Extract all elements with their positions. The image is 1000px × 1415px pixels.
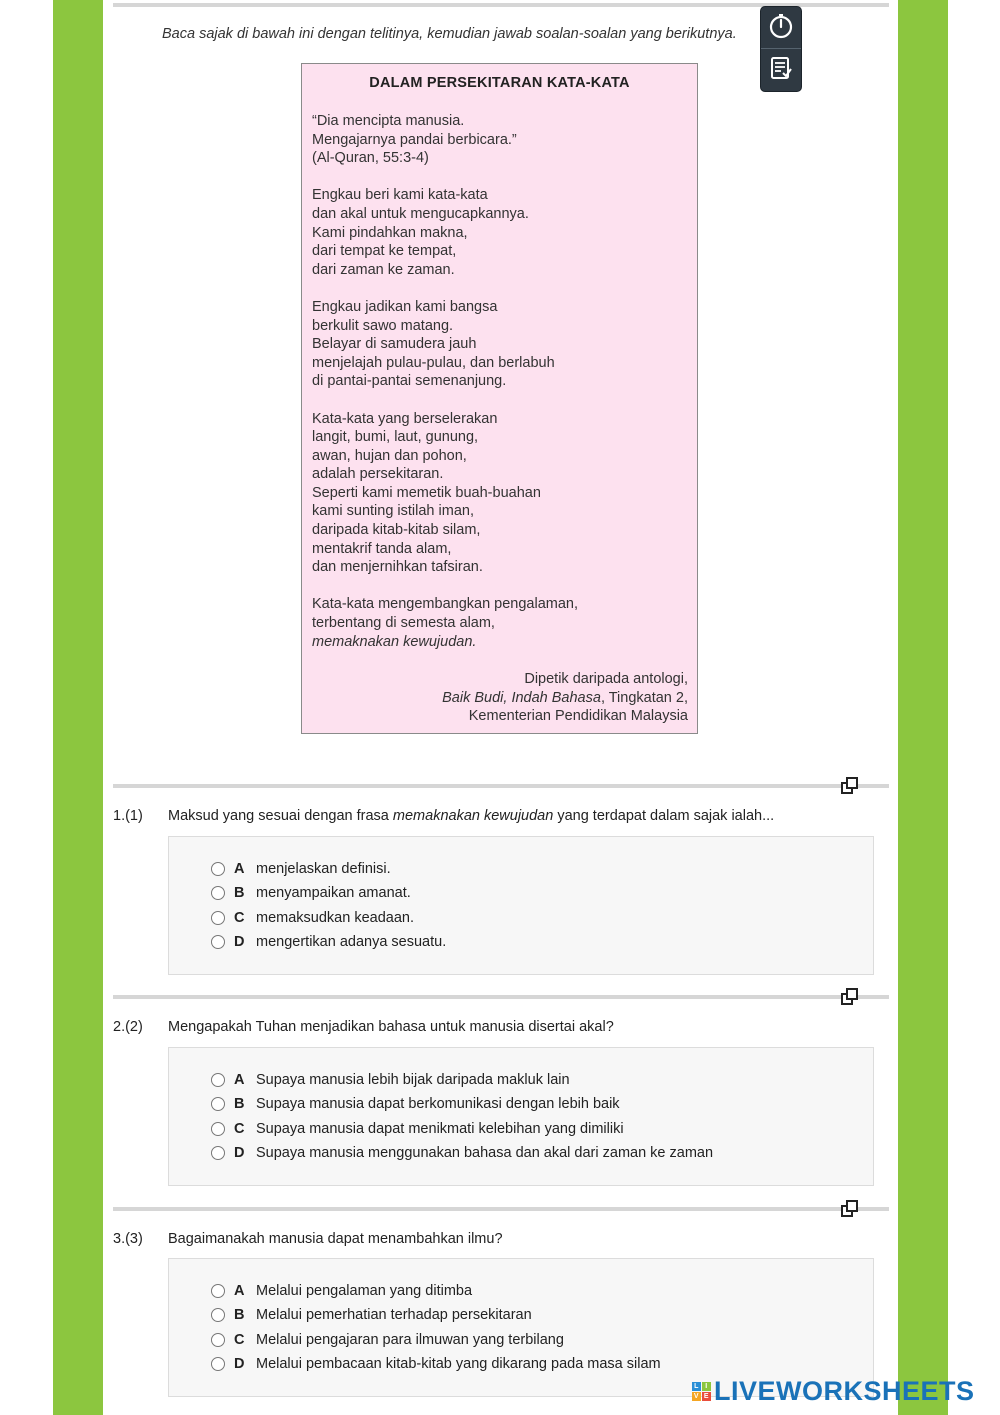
question-text-part: Mengapakah Tuhan menjadikan bahasa untuk manusia disertai akal? bbox=[168, 1019, 614, 1035]
question-number: 1.(1) bbox=[113, 808, 143, 824]
poem-stanza bbox=[312, 595, 692, 651]
poem-line: di pantai-pantai semenanjung. bbox=[312, 373, 507, 390]
question-text bbox=[168, 1231, 503, 1247]
radio-button[interactable] bbox=[211, 862, 225, 876]
liveworksheets-logo[interactable] bbox=[692, 1376, 975, 1406]
option-text: menyampaikan amanat. bbox=[256, 885, 411, 901]
widget-divider bbox=[761, 48, 801, 49]
poem-body bbox=[312, 112, 692, 670]
poem-box bbox=[301, 63, 698, 734]
option-text: Supaya manusia dapat berkomunikasi dengan lebih baik bbox=[256, 1096, 620, 1112]
option-c[interactable] bbox=[211, 1119, 624, 1139]
question-text-part: Maksud yang sesuai dengan frasa bbox=[168, 808, 393, 824]
poem-credit bbox=[442, 670, 688, 726]
poem-line: daripada kitab-kitab silam, bbox=[312, 522, 481, 539]
logo-square: L bbox=[692, 1382, 701, 1391]
poem-line-italic: memaknakan kewujudan. bbox=[312, 633, 477, 650]
question-divider bbox=[113, 1207, 889, 1211]
radio-button[interactable] bbox=[211, 886, 225, 900]
question-text-part: yang terdapat dalam sajak ialah... bbox=[553, 808, 775, 824]
poem-line: dari zaman ke zaman. bbox=[312, 261, 455, 278]
radio-button[interactable] bbox=[211, 1122, 225, 1136]
option-letter: D bbox=[234, 1145, 245, 1161]
option-b[interactable] bbox=[211, 1305, 532, 1325]
option-letter: D bbox=[234, 1356, 245, 1372]
option-letter: A bbox=[234, 1072, 245, 1088]
option-letter: C bbox=[234, 1332, 245, 1348]
poem-line: (Al-Quran, 55:3-4) bbox=[312, 150, 429, 167]
options-box bbox=[168, 1047, 874, 1186]
credit-publisher: Kementerian Pendidikan Malaysia bbox=[468, 708, 688, 725]
question-text-italic: memaknakan kewujudan bbox=[392, 808, 554, 824]
poem-line: menjelajah pulau-pulau, dan berlabuh bbox=[312, 354, 555, 371]
poem-line: mentakrif tanda alam, bbox=[312, 540, 452, 557]
option-a[interactable] bbox=[211, 1281, 472, 1301]
poem-line: awan, hujan dan pohon, bbox=[312, 447, 467, 464]
option-d[interactable] bbox=[211, 1143, 713, 1163]
expand-icon[interactable] bbox=[841, 1200, 859, 1218]
poem-line: “Dia mencipta manusia. bbox=[312, 113, 465, 129]
option-letter: B bbox=[234, 1307, 245, 1323]
right-green-border bbox=[898, 0, 948, 1415]
logo-square: E bbox=[703, 1392, 710, 1400]
option-text: Melalui pembacaan kitab-kitab yang dikarang pada masa silam bbox=[256, 1356, 661, 1372]
radio-button[interactable] bbox=[211, 1308, 225, 1322]
credit-line: Dipetik daripada antologi, bbox=[524, 671, 688, 687]
option-letter: B bbox=[234, 1096, 245, 1112]
poem-line: berkulit sawo matang. bbox=[312, 317, 454, 334]
question-divider bbox=[113, 995, 889, 999]
question-text bbox=[168, 808, 774, 824]
option-text: menjelaskan definisi. bbox=[256, 861, 391, 877]
poem-title: DALAM PERSEKITARAN KATA-KATA bbox=[369, 75, 630, 91]
option-letter: B bbox=[234, 885, 245, 901]
question-number: 3.(3) bbox=[113, 1231, 143, 1247]
option-letter: A bbox=[234, 861, 245, 877]
radio-button[interactable] bbox=[211, 1284, 225, 1298]
option-letter: C bbox=[234, 910, 245, 926]
poem-stanza bbox=[312, 298, 692, 391]
poem-stanza bbox=[312, 112, 692, 168]
option-a[interactable] bbox=[211, 1070, 570, 1090]
option-text: Melalui pengajaran para ilmuwan yang terbilang bbox=[256, 1332, 564, 1348]
option-c[interactable] bbox=[211, 1330, 564, 1350]
poem-line: adalah persekitaran. bbox=[312, 466, 444, 483]
option-text: Supaya manusia dapat menikmati kelebihan yang dimiliki bbox=[256, 1121, 624, 1137]
tool-widget bbox=[760, 6, 802, 92]
credit-book-suffix: , Tingkatan 2, bbox=[600, 689, 688, 706]
poem-line: Kata-kata mengembangkan pengalaman, bbox=[312, 596, 579, 613]
expand-icon[interactable] bbox=[841, 777, 859, 795]
option-a[interactable] bbox=[211, 859, 391, 879]
poem-line: langit, bumi, laut, gunung, bbox=[312, 429, 479, 446]
option-letter: A bbox=[234, 1283, 245, 1299]
poem-line: Kata-kata yang berselerakan bbox=[312, 410, 498, 427]
poem-stanza bbox=[312, 410, 692, 577]
poem-line: dan akal untuk mengucapkannya. bbox=[312, 205, 529, 222]
poem-line: Engkau jadikan kami bangsa bbox=[312, 298, 498, 315]
option-d[interactable] bbox=[211, 1354, 661, 1374]
option-text: Supaya manusia menggunakan bahasa dan akal dari zaman ke zaman bbox=[256, 1145, 714, 1161]
poem-line: Mengajarnya pandai berbicara.” bbox=[312, 131, 517, 148]
option-letter: D bbox=[234, 934, 245, 950]
logo-square: V bbox=[693, 1392, 700, 1400]
option-b[interactable] bbox=[211, 1094, 620, 1114]
question-number: 2.(2) bbox=[113, 1019, 143, 1035]
option-text: mengertikan adanya sesuatu. bbox=[256, 934, 447, 950]
option-text: Melalui pemerhatian terhadap persekitaran bbox=[256, 1307, 532, 1323]
radio-button[interactable] bbox=[211, 1073, 225, 1087]
checklist-icon[interactable] bbox=[766, 53, 796, 83]
liveworksheets-logo-icon bbox=[692, 1382, 711, 1401]
left-green-border bbox=[53, 0, 103, 1415]
option-d[interactable] bbox=[211, 932, 446, 952]
option-text: Supaya manusia lebih bijak daripada makluk lain bbox=[256, 1072, 570, 1088]
poem-line: Belayar di samudera jauh bbox=[312, 336, 477, 353]
expand-icon[interactable] bbox=[841, 988, 859, 1006]
options-box bbox=[168, 836, 874, 975]
radio-button[interactable] bbox=[211, 1333, 225, 1347]
option-text: Melalui pengalaman yang ditimba bbox=[256, 1283, 473, 1299]
radio-button[interactable] bbox=[211, 1357, 225, 1371]
poem-line: dari tempat ke tempat, bbox=[312, 243, 457, 260]
poem-line: Engkau beri kami kata-kata bbox=[312, 187, 488, 204]
radio-button[interactable] bbox=[211, 1097, 225, 1111]
credit-book bbox=[442, 689, 688, 708]
poem-line: terbentang di semesta alam, bbox=[312, 615, 495, 632]
poem-line: kami sunting istilah iman, bbox=[312, 503, 474, 520]
question-text-part: Bagaimanakah manusia dapat menambahkan ilmu? bbox=[168, 1231, 503, 1247]
option-c[interactable] bbox=[211, 908, 414, 928]
credit-book-title: Baik Budi, Indah Bahasa bbox=[442, 689, 601, 706]
question-divider bbox=[113, 784, 889, 788]
timer-icon[interactable] bbox=[766, 12, 796, 42]
logo-square: I bbox=[702, 1382, 711, 1391]
poem-line: dan menjernihkan tafsiran. bbox=[312, 559, 483, 576]
option-text: memaksudkan keadaan. bbox=[256, 910, 414, 926]
question-text bbox=[168, 1019, 614, 1035]
option-letter: C bbox=[234, 1121, 245, 1137]
radio-button[interactable] bbox=[211, 911, 225, 925]
radio-button[interactable] bbox=[211, 935, 225, 949]
option-b[interactable] bbox=[211, 883, 411, 903]
poem-stanza bbox=[312, 186, 692, 279]
poem-line: Seperti kami memetik buah-buahan bbox=[312, 484, 541, 501]
radio-button[interactable] bbox=[211, 1146, 225, 1160]
poem-line: Kami pindahkan makna, bbox=[312, 224, 468, 241]
instruction-text: Baca sajak di bawah ini dengan telitinya, kemudian jawab soalan-soalan yang berikutnya. bbox=[162, 26, 737, 42]
brand-name: LIVEWORKSHEETS bbox=[714, 1375, 975, 1406]
